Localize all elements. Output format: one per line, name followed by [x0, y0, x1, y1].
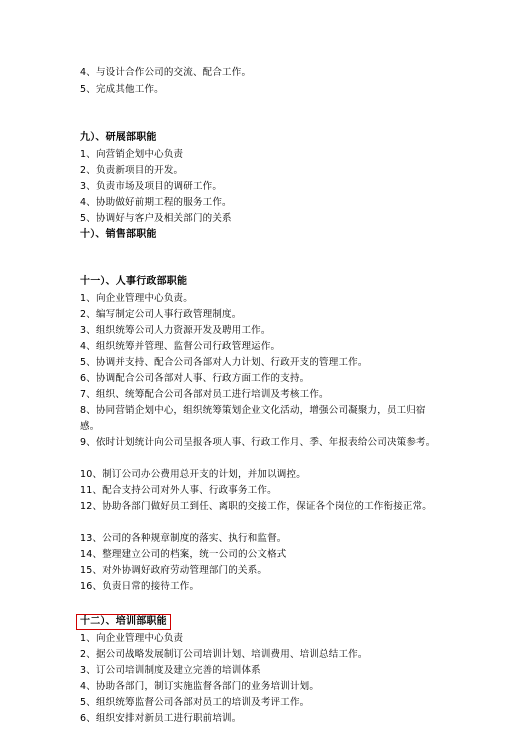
list-item: 6、组织安排对新员工进行职前培训。	[80, 713, 242, 724]
list-item: 3、组织统筹公司人力资源开发及聘用工作。	[80, 325, 271, 336]
list-item: 4、组织统筹并管理、监督公司行政管理运作。	[80, 341, 281, 352]
list-item: 10、制订公司办公费用总开支的计划，并加以调控。	[80, 469, 306, 480]
list-item: 3、订公司培训制度及建立完善的培训体系	[80, 665, 261, 676]
list-item: 2、编写制定公司人事行政管理制度。	[80, 309, 242, 320]
list-item: 4、协助做好前期工程的服务工作。	[80, 197, 232, 208]
list-item: 13、公司的各种规章制度的落实、执行和监督。	[80, 533, 287, 544]
list-item: 5、组织统筹监督公司各部对员工的培训及考评工作。	[80, 697, 310, 708]
list-item: 5、协调并支持、配合公司各部对人力计划、行政开支的管理工作。	[80, 357, 368, 368]
list-item: 9、依时计划统计向公司呈报各项人事、行政工作月、季、年报表给公司决策参考。	[80, 437, 436, 448]
list-item: 11、配合支持公司对外人事、行政事务工作。	[80, 485, 277, 496]
section-heading-sales: 十）、销售部职能	[80, 229, 157, 240]
list-item: 1、向企业管理中心负责。	[80, 293, 193, 304]
list-item: 12、协助各部门做好员工到任、离职的交接工作，保证各个岗位的工作衔接正常。	[80, 501, 432, 512]
list-item: 5、协调好与客户及相关部门的关系	[80, 213, 232, 224]
list-item: 3、负责市场及项目的调研工作。	[80, 181, 223, 192]
list-item: 5、完成其他工作。	[80, 84, 164, 95]
list-item: 4、与设计合作公司的交流、配合工作。	[80, 67, 252, 78]
list-item: 8、协同营销企划中心，组织统筹策划企业文化活动，增强公司凝聚力，员工归宿感。	[80, 405, 426, 432]
list-item: 15、对外协调好政府劳动管理部门的关系。	[80, 565, 268, 576]
list-item: 4、协助各部门，制订实施监督各部门的业务培训计划。	[80, 681, 320, 692]
list-item: 2、负责新项目的开发。	[80, 165, 184, 176]
section-heading-research: 九）、研展部职能	[80, 132, 157, 143]
section-heading-hr-admin: 十一）、人事行政部职能	[80, 276, 188, 287]
list-item: 14、整理建立公司的档案，统一公司的公文格式	[80, 549, 287, 560]
list-item: 2、据公司战略发展制订公司培训计划、培训费用、培训总结工作。	[80, 649, 368, 660]
list-item: 7、组织、统筹配合公司各部对员工进行培训及考核工作。	[80, 389, 329, 400]
section-heading-training: 十二）、培训部职能	[80, 616, 167, 627]
list-item: 1、向企业管理中心负责	[80, 633, 184, 644]
list-item: 16、负责日常的接待工作。	[80, 581, 200, 592]
list-item: 6、协调配合公司各部对人事、行政方面工作的支持。	[80, 373, 310, 384]
list-item: 1、向营销企划中心负责	[80, 149, 184, 160]
